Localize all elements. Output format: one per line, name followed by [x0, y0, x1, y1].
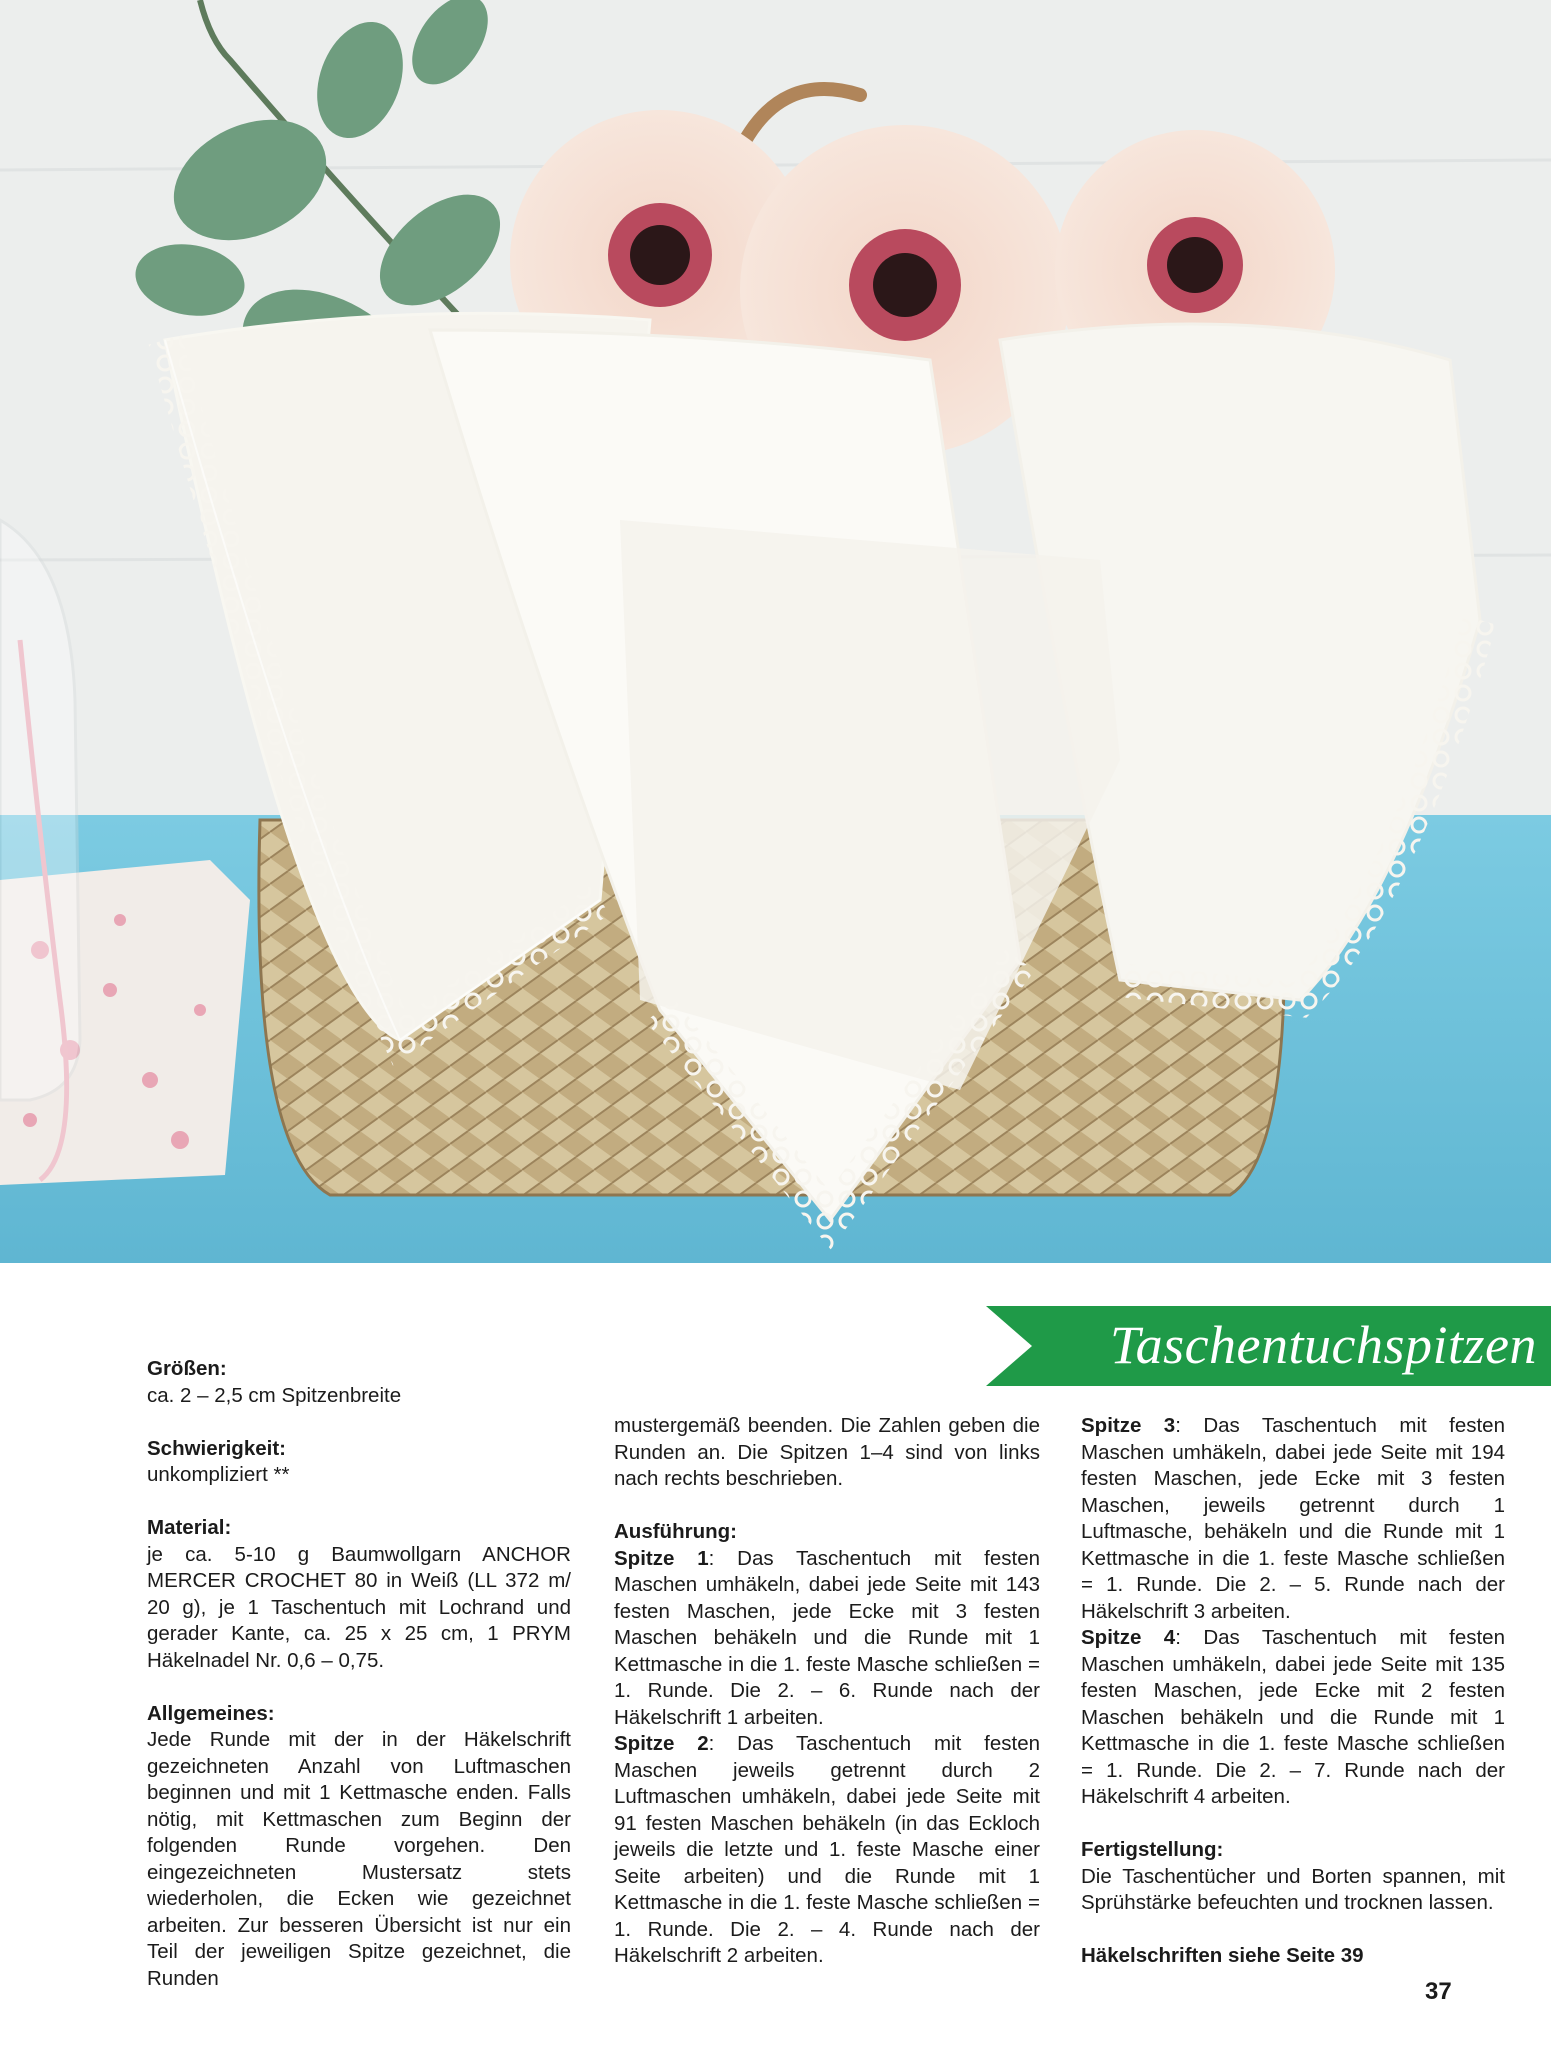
text-spitze-1: : Das Taschentuch mit festen Maschen umhäkeln, dabei jede Seite mit 143 festen Maschen, jede Ecke mit 3 festen Maschen behäkeln und die Runde mit 1 Kettmasche in die 1. feste Masche schließen = 1. Runde. Die 2. – 6. Runde nach der Häkelschrift 1 arbeiten.	[614, 1546, 1040, 1729]
paragraph-spitze-3	[1081, 1413, 1505, 1625]
title-banner	[986, 1306, 1551, 1386]
paragraph-spitze-4	[1081, 1625, 1505, 1811]
label-spitze-3: Spitze 3	[1081, 1414, 1176, 1437]
page-title: Taschentuchspitzen	[1110, 1315, 1537, 1375]
text-column-2	[614, 1413, 1040, 1970]
heading-schwierigkeit: Schwierigkeit:	[147, 1436, 286, 1460]
text-spitze-4: : Das Taschentuch mit festen Maschen umhäkeln, dabei jede Seite mit 135 festen Maschen, jede Ecke mit 2 festen Maschen behäkeln und die Runde mit 1 Kettmasche in die 1. feste Masche schließen = 1. Runde. Die 2. – 7. Runde nach der Häkelschrift 4 arbeiten.	[1081, 1626, 1505, 1808]
heading-material: Material:	[147, 1516, 232, 1539]
text-material: je ca. 5-10 g Baumwollgarn ANCHOR MERCER CROCHET 80 in Weiß (LL 372 m/ 20 g), je 1 Taschentuch mit Lochrand und gerader Kante, ca. 25 x 25 cm, 1 PRYM Häkelnadel Nr. 0,6 – 0,75.	[147, 1542, 571, 1672]
label-spitze-4: Spitze 4	[1081, 1626, 1176, 1649]
paragraph-spitze-2	[614, 1731, 1040, 1970]
text-column-1	[147, 1356, 571, 1992]
text-allgemeines-continued: mustergemäß beenden. Die Zahlen geben die Runden an. Die Spitzen 1–4 sind von links nach rechts beschrieben.	[614, 1414, 1040, 1490]
heading-allgemeines: Allgemeines:	[147, 1701, 275, 1725]
text-spitze-2: : Das Taschentuch mit festen Maschen jeweils getrennt durch 2 Luftmaschen umhäkeln, dabei jede Seite mit 91 festen Maschen behäkeln (in das Eckloch jeweils die letzte und 1. feste Masche einer Seite arbeiten) und die Runde mit 1 Kettmasche in die 1. feste Masche schließen = 1. Runde. Die 2. – 4. Runde nach der Häkelschrift 2 arbeiten.	[614, 1732, 1040, 1967]
heading-fertigstellung: Fertigstellung:	[1081, 1838, 1224, 1861]
text-column-3	[1081, 1413, 1505, 1970]
label-spitze-2: Spitze 2	[614, 1732, 709, 1755]
text-groessen: ca. 2 – 2,5 cm Spitzenbreite	[147, 1383, 402, 1407]
paragraph-spitze-1	[614, 1546, 1040, 1732]
page-number: 37	[1425, 1978, 1452, 2005]
reference-note: Häkelschriften siehe Seite 39	[1081, 1944, 1364, 1967]
text-spitze-3: : Das Taschentuch mit festen Maschen umhäkeln, dabei jede Seite mit 194 festen Maschen, jede Ecke mit 3 festen Maschen, jeweils getrennt durch 1 Luftmasche, behäkeln und die Runde mit 1 Kettmasche in die 1. feste Masche schließen = 1. Runde. Die 2. – 5. Runde nach der Häkelschrift 3 arbeiten.	[1081, 1414, 1505, 1623]
label-spitze-1: Spitze 1	[614, 1546, 709, 1570]
text-fertigstellung: Die Taschentücher und Borten spannen, mit Sprühstärke befeuchten und trocknen lassen.	[1081, 1864, 1505, 1914]
text-allgemeines: Jede Runde mit der in der Häkelschrift gezeichneten Anzahl von Luftmaschen beginnen und mit 1 Kettmasche enden. Falls nötig, mit Kettmaschen zum Beginn der folgenden Runde vorgehen. Den eingezeichneten Mustersatz stets wiederholen, die Ecken wie gezeichnet arbeiten. Zur besseren Übersicht ist nur ein Teil der jeweiligen Spitze gezeichnet, die Runden	[147, 1728, 571, 1990]
text-schwierigkeit: unkompliziert **	[147, 1463, 290, 1486]
heading-groessen: Größen:	[147, 1357, 227, 1380]
heading-ausfuehrung: Ausführung:	[614, 1520, 737, 1543]
